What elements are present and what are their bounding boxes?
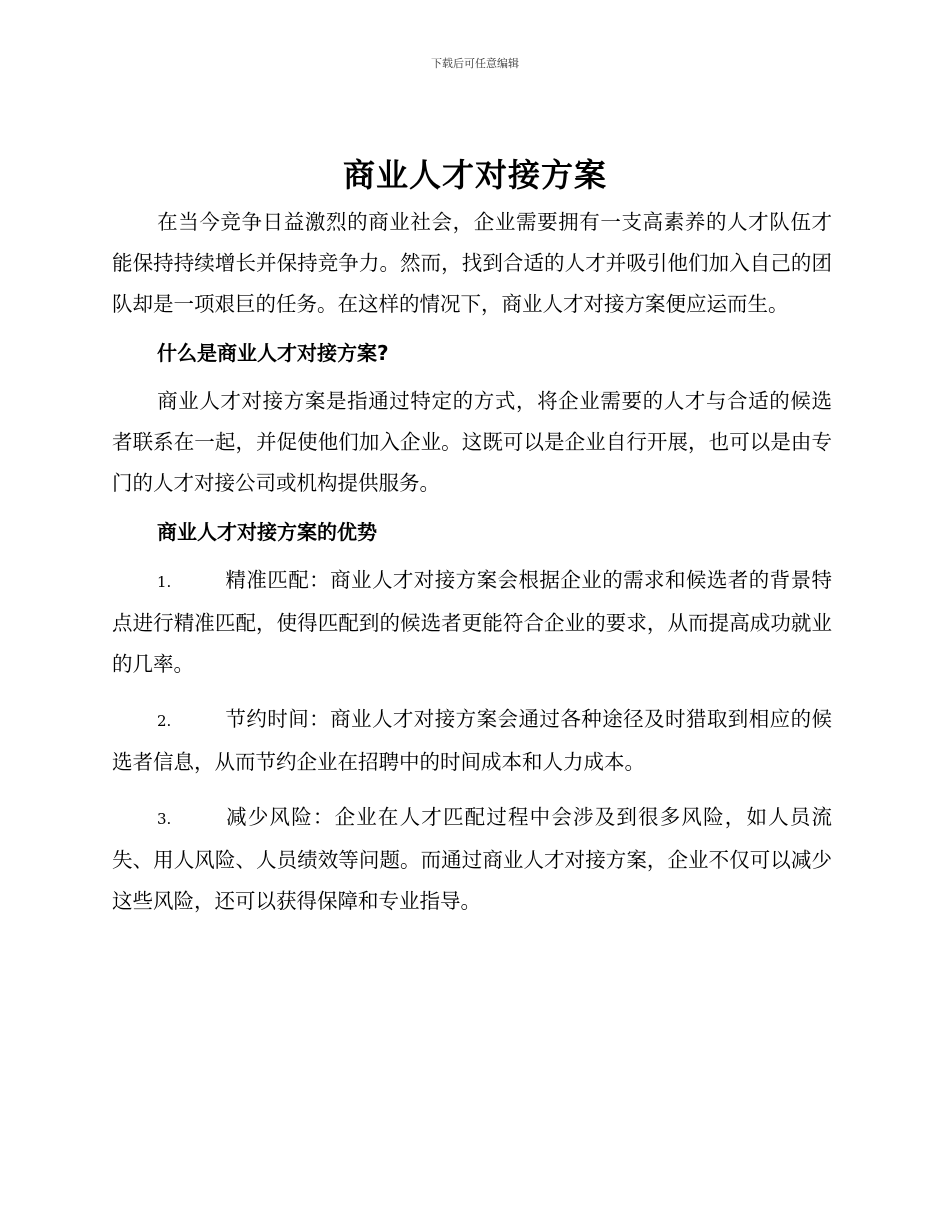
list-item-number: 3. [157,810,172,828]
definition-paragraph: 商业人才对接方案是指通过特定的方式，将企业需要的人才与合适的候选者联系在一起，并促使他们加入企业。这既可以是企业自行开展，也可以是由专门的人才对接公司或机构提供服务。 [112,389,832,495]
list-item-number: 2. [157,712,172,730]
list-item-text: 减少风险：企业在人才匹配过程中会涉及到很多风险，如人员流失、用人风险、人员绩效等问题。而通过商业人才对接方案，企业不仅可以减少这些风险，还可以获得保障和专业指导。 [112,805,832,913]
list-item-text: 精准匹配：商业人才对接方案会根据企业的需求和候选者的背景特点进行精准匹配，使得匹配到的候选者更能符合企业的要求，从而提高成功就业的几率。 [112,568,832,676]
list-item [112,797,832,922]
document-title: 商业人才对接方案 [342,156,607,194]
list-item [112,560,832,685]
list-item [112,699,832,783]
section-heading-advantages: 商业人才对接方案的优势 [157,520,377,544]
section-heading-what-is: 什么是商业人才对接方案? [157,341,389,365]
page-header-note: 下载后可任意编辑 [431,57,519,70]
list-item-number: 1. [157,573,172,591]
list-item-text: 节约时间：商业人才对接方案会通过各种途径及时猎取到相应的候选者信息，从而节约企业在招聘中的时间成本和人力成本。 [112,707,832,774]
intro-paragraph: 在当今竞争日益激烈的商业社会，企业需要拥有一支高素养的人才队伍才能保持持续增长并保持竞争力。然而，找到合适的人才并吸引他们加入自己的团队却是一项艰巨的任务。在这样的情况下，商业人才对接方案便应运而生。 [112,210,832,316]
document-body [112,202,832,922]
